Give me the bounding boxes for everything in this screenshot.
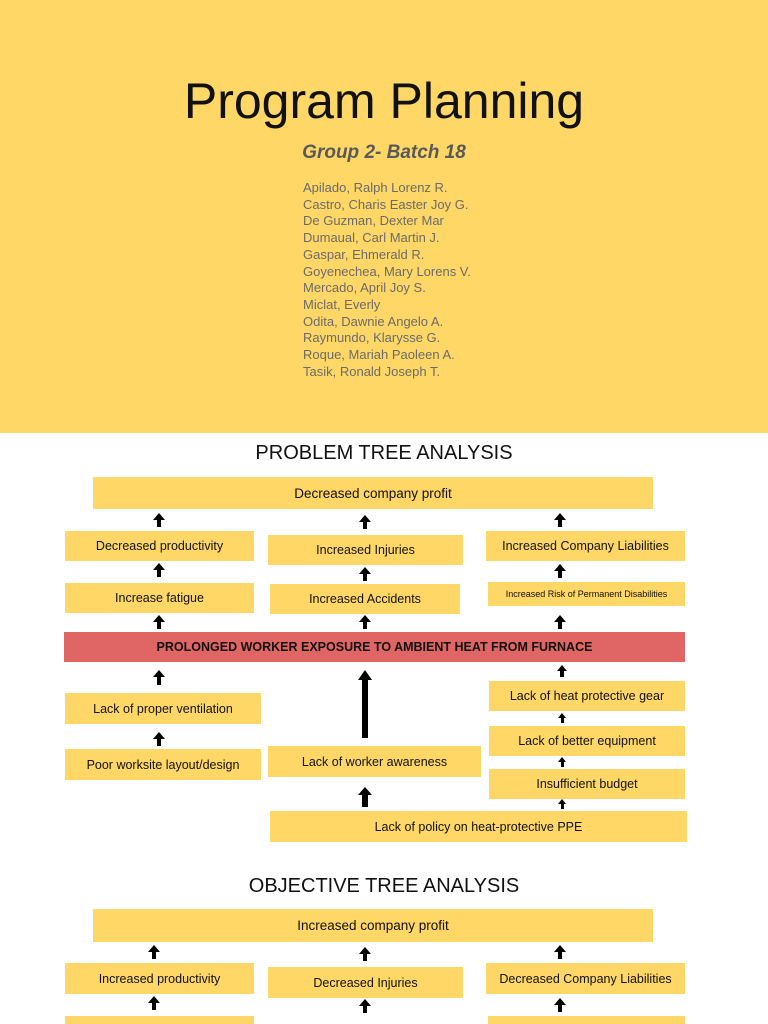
up-arrow-icon (359, 515, 371, 529)
problem-tree-title: PROBLEM TREE ANALYSIS (255, 442, 513, 464)
core-problem-box: PROLONGED WORKER EXPOSURE TO AMBIENT HEAT FROM FURNACE (64, 632, 685, 662)
up-arrow-icon (359, 999, 371, 1013)
objective-box-partial (65, 1016, 254, 1024)
problem-effect-box: Increased Company Liabilities (486, 531, 685, 561)
up-arrow-icon (359, 947, 371, 961)
problem-cause-box: Lack of worker awareness (268, 746, 481, 777)
problem-cause-box: Lack of proper ventilation (65, 693, 261, 724)
objective-box: Decreased Injuries (268, 967, 463, 998)
objective-box-partial (488, 1016, 685, 1024)
problem-cause-box: Lack of heat protective gear (489, 681, 685, 711)
member-name: Miclat, Everly (303, 296, 381, 312)
up-arrow-icon (554, 615, 566, 629)
member-name: Goyenechea, Mary Lorens V. (303, 263, 471, 279)
up-arrow-icon (554, 564, 566, 578)
problem-cause-box: Lack of better equipment (489, 726, 685, 756)
up-arrow-icon (153, 615, 165, 629)
up-arrow-icon (358, 787, 372, 807)
up-arrow-icon (558, 713, 566, 723)
problem-cause-box: Lack of policy on heat-protective PPE (270, 811, 687, 842)
problem-effect-box: Decreased productivity (65, 531, 254, 561)
member-name: Gaspar, Ehmerald R. (303, 246, 425, 262)
group-subtitle: Group 2- Batch 18 (302, 142, 466, 163)
up-arrow-icon (554, 513, 566, 527)
up-arrow-icon (359, 615, 371, 629)
problem-effect-box: Increased Injuries (268, 535, 463, 565)
up-arrow-icon (153, 670, 165, 685)
problem-cause-box: Poor worksite layout/design (65, 749, 261, 780)
problem-effect-box: Increased Accidents (270, 584, 460, 614)
up-arrow-icon (358, 670, 372, 738)
problem-effect-box: Increased Risk of Permanent Disabilities (488, 582, 685, 606)
up-arrow-icon (153, 732, 165, 746)
member-name: Apilado, Ralph Lorenz R. (303, 180, 448, 195)
up-arrow-icon (153, 563, 165, 577)
objective-box: Decreased Company Liabilities (486, 963, 685, 994)
up-arrow-icon (359, 567, 371, 581)
up-arrow-icon (148, 945, 160, 959)
member-name: De Guzman, Dexter Mar (303, 213, 444, 229)
page-title: Program Planning (183, 73, 585, 129)
problem-top-box: Decreased company profit (93, 477, 653, 509)
objective-tree-title: OBJECTIVE TREE ANALYSIS (248, 875, 520, 897)
member-name: Odita, Dawnie Angelo A. (303, 313, 444, 329)
up-arrow-icon (558, 757, 566, 767)
up-arrow-icon (557, 665, 567, 677)
up-arrow-icon (558, 799, 566, 809)
up-arrow-icon (153, 513, 165, 527)
member-name: Castro, Charis Easter Joy G. (303, 196, 469, 212)
problem-effect-box: Increase fatigue (65, 583, 254, 613)
problem-cause-box: Insufficient budget (489, 769, 685, 799)
objective-top-box: Increased company profit (93, 909, 653, 942)
member-name: Tasik, Ronald Joseph T. (303, 363, 441, 379)
member-name: Roque, Mariah Paoleen A. (303, 347, 455, 363)
objective-box: Increased productivity (65, 963, 254, 994)
up-arrow-icon (148, 996, 160, 1010)
member-name: Mercado, April Joy S. (303, 280, 426, 296)
member-name: Raymundo, Klarysse G. (303, 330, 441, 346)
up-arrow-icon (554, 998, 566, 1012)
up-arrow-icon (554, 945, 566, 959)
member-name: Dumaual, Carl Martin J. (303, 230, 440, 246)
